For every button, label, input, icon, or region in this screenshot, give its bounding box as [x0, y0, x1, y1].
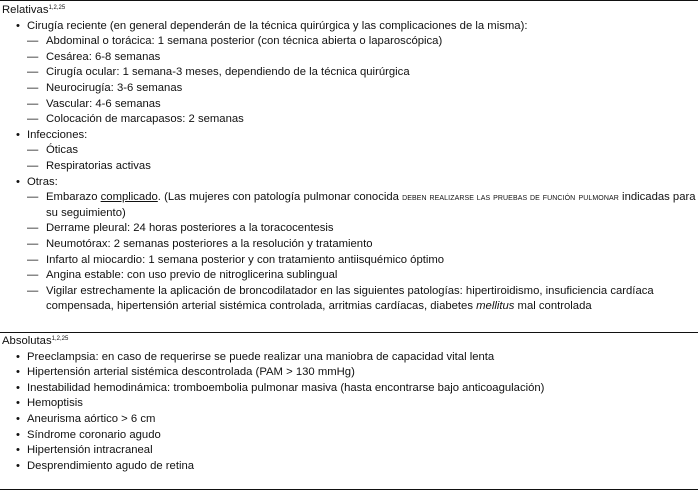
- list-item: • Hipertensión intracraneal: [0, 443, 698, 459]
- smallcaps-text: deben realizarse las pruebas de función: [402, 192, 576, 204]
- dash-icon: —: [27, 191, 39, 204]
- dash-icon: —: [27, 269, 39, 282]
- relativas-title: Relativas: [2, 4, 49, 16]
- list-item: — Respiratorias activas: [27, 159, 698, 175]
- bullet-icon: •: [16, 366, 20, 379]
- dash-icon: —: [27, 35, 39, 48]
- bullet-icon: •: [16, 175, 20, 188]
- absolutas-title: Absolutas: [2, 335, 52, 347]
- list-item: • Desprendimiento agudo de retina: [0, 459, 698, 475]
- bullet-icon: •: [16, 128, 20, 141]
- italic-text: mellitus: [476, 300, 515, 313]
- dash-icon: —: [27, 159, 39, 172]
- relativas-heading: [0, 3, 698, 19]
- absolutas-section: [0, 333, 698, 474]
- cirugia-item: [0, 19, 698, 128]
- bullet-icon: •: [16, 459, 20, 472]
- dash-icon: —: [27, 253, 39, 266]
- list-item: — Abdominal o torácica: 1 semana posterior (con técnica abierta o laparoscópica): [27, 34, 698, 50]
- infecciones-item: [0, 128, 698, 175]
- bullet-icon: •: [16, 397, 20, 410]
- list-item: — Cesárea: 6-8 semanas: [27, 50, 698, 66]
- bullet-icon: •: [16, 444, 20, 457]
- cirugia-label: Cirugía reciente (en general dependerán de la técnica quirúrgica y las complicaciones de la misma):: [27, 19, 528, 32]
- absolutas-list: [0, 350, 698, 475]
- list-item: — Infarto al miocardio: 1 semana posterior y con tratamiento antiisquémico óptimo: [27, 253, 698, 269]
- list-item: • Inestabilidad hemodinámica: tromboembolia pulmonar masiva (hasta encontrarse bajo anticoagulación): [0, 381, 698, 397]
- vigilar-item: — Vigilar estrechamente la aplicación de broncodilatador en las siguientes patologías: hipertiroidismo, insuficiencia cardíaca compensada, hipertensión arterial sistémica controlada, arritmias cardíacas, diabetes mellitus mal controlada: [27, 284, 654, 313]
- absolutas-refs: 1,2,25: [51, 336, 69, 342]
- list-item: • Síndrome coronario agudo: [0, 428, 698, 444]
- list-item: • Aneurisma aórtico > 6 cm: [0, 412, 698, 428]
- list-item: • Hemoptisis: [0, 396, 698, 412]
- list-item: — Angina estable: con uso previo de nitroglicerina sublingual: [27, 268, 698, 284]
- dash-icon: —: [27, 66, 39, 79]
- otras-item: [0, 175, 698, 315]
- otras-label: Otras:: [27, 175, 58, 188]
- dash-icon: —: [27, 113, 39, 126]
- underlined-text: complicado: [100, 191, 158, 204]
- absolutas-heading: [0, 334, 698, 350]
- list-item: — Óticas: [27, 143, 698, 159]
- dash-icon: —: [27, 97, 39, 110]
- list-item: — Cirugía ocular: 1 semana-3 meses, dependiendo de la técnica quirúrgica: [27, 65, 698, 81]
- dash-icon: —: [27, 284, 39, 297]
- relativas-refs: 1,2,25: [48, 5, 66, 11]
- list-item: — Neumotórax: 2 semanas posteriores a la resolución y tratamiento: [27, 237, 698, 253]
- bullet-icon: •: [16, 428, 20, 441]
- relativas-list: [0, 19, 698, 315]
- otras-sublist: [27, 190, 698, 315]
- list-item: — Derrame pleural: 24 horas posteriores a la toracocentesis: [27, 221, 698, 237]
- dash-icon: —: [27, 50, 39, 63]
- smallcaps-text: pulmonar: [578, 192, 619, 204]
- relativas-section: [0, 1, 698, 333]
- infecciones-label: Infecciones:: [27, 128, 88, 141]
- dash-icon: —: [27, 222, 39, 235]
- list-item: — Colocación de marcapasos: 2 semanas: [27, 112, 698, 128]
- bullet-icon: •: [16, 412, 20, 425]
- list-item: • Hipertensión arterial sistémica descontrolada (PAM > 130 mmHg): [0, 365, 698, 381]
- bullet-icon: •: [16, 19, 20, 32]
- list-item: — Neurocirugía: 3-6 semanas: [27, 81, 698, 97]
- dash-icon: —: [27, 144, 39, 157]
- dash-icon: —: [27, 237, 39, 250]
- bullet-icon: •: [16, 350, 20, 363]
- bullet-icon: •: [16, 381, 20, 394]
- list-item: — Vascular: 4-6 semanas: [27, 97, 698, 113]
- embarazo-item: — Embarazo complicado. (Las mujeres con patología pulmonar conocida deben realizarse las pruebas de función pulmonar indicadas para su seguimiento): [27, 191, 696, 219]
- dash-icon: —: [27, 81, 39, 94]
- cirugia-sublist: [27, 34, 698, 128]
- list-item: • Preeclampsia: en caso de requerirse se puede realizar una maniobra de capacidad vital lenta: [0, 350, 698, 366]
- infecciones-sublist: [27, 143, 698, 174]
